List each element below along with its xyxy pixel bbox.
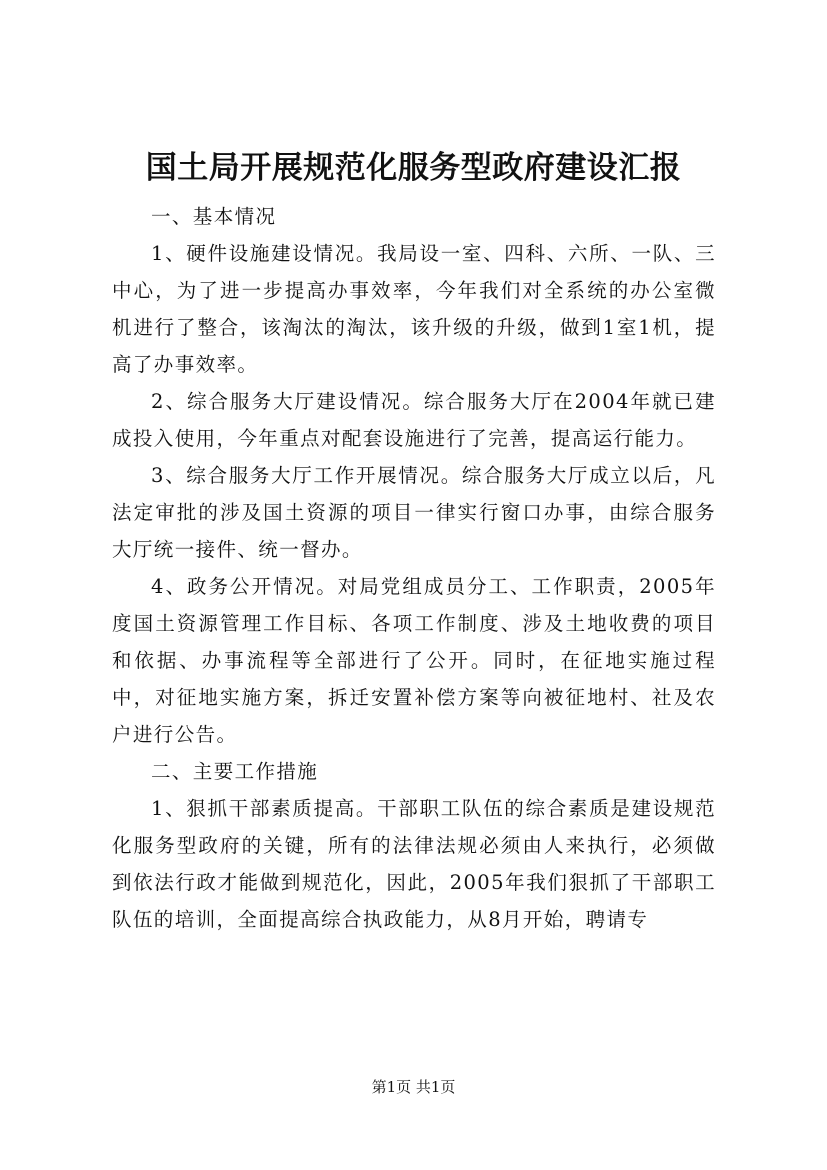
paragraph-government-affairs: 4、政务公开情况。对局党组成员分工、工作职责，2005年度国土资源管理工作目标、各项工作制度、涉及土地收费的项目和依据、办事流程等全部进行了公开。同时，在征地实施过程中，对征地实施方案，拆迁安置补偿方案等向被征地村、社及农户进行公告。	[112, 575, 716, 746]
section-heading-basic: 一、基本情况	[151, 205, 277, 228]
page-footer: 第1页 共1页	[371, 1078, 456, 1096]
document-title: 国土局开展规范化服务型政府建设汇报	[145, 150, 682, 186]
document-body	[112, 198, 716, 938]
paragraph-hardware: 1、硬件设施建设情况。我局设一室、四科、六所、一队、三中心，为了进一步提高办事效率，今年我们对全系统的办公室微机进行了整合，该淘汰的淘汰，该升级的升级，做到1室1机，提高了办事效率。	[112, 242, 716, 376]
paragraph-cadre-quality: 1、狠抓干部素质提高。干部职工队伍的综合素质是建设规范化服务型政府的关键，所有的法律法规必须由人来执行，必须做到依法行政才能做到规范化，因此，2005年我们狠抓了干部职工队伍的培训，全面提高综合执政能力，从8月开始，聘请专	[112, 797, 716, 931]
paragraph-service-hall: 2、综合服务大厅建设情况。综合服务大厅在2004年就已建成投入使用，今年重点对配套设施进行了完善，提高运行能力。	[112, 390, 716, 450]
section-heading-measures: 二、主要工作措施	[151, 760, 319, 783]
paragraph-hall-work: 3、综合服务大厅工作开展情况。综合服务大厅成立以后，凡法定审批的涉及国土资源的项目一律实行窗口办事，由综合服务大厅统一接件、统一督办。	[112, 464, 716, 561]
